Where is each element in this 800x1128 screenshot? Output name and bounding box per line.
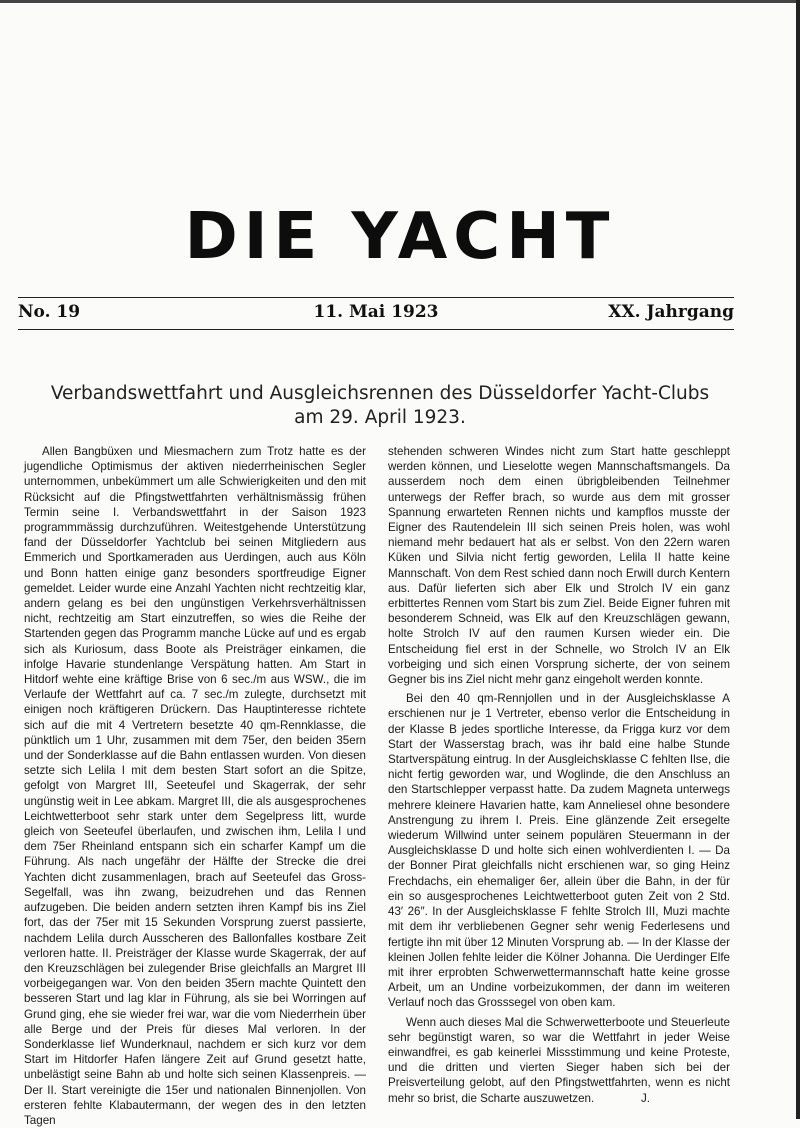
masthead-title: DIE YACHT xyxy=(184,200,616,274)
author-signature: J. xyxy=(640,1091,650,1105)
paragraph: Wenn auch dieses Mal die Schwerwetterboote und Steuerleute sehr begünstigt waren, so war die Wettfahrt in jeder Weise einwandfrei, es gab keinerlei Missstimmung und keine Proteste, und die dritten und vierten Sieger haben sich bei der Preisverteilung gelobt, auf den Pfingstwettfahrten, wenn es nicht mehr so brist, die Scharte auszuwetzen. xyxy=(388,1015,730,1105)
right-column xyxy=(388,444,730,1106)
issue-line xyxy=(18,302,734,326)
headline-line-2: am 29. April 1923. xyxy=(294,407,466,428)
issue-date: 11. Mai 1923 xyxy=(313,302,439,322)
issue-rule-top xyxy=(18,297,734,298)
left-column xyxy=(24,444,366,1128)
issue-volume: XX. Jahrgang xyxy=(608,302,734,322)
article-headline xyxy=(0,382,760,430)
paragraph: stehenden schweren Windes nicht zum Start hatte geschleppt werden können, und Lieselotte wegen Mannschaftsmangels. Da ausserdem noch dem einen übrigbleibenden Teilnehmer unterwegs der Reffer brach, so wurde aus dem mit grosser Spannung erwarteten Rennen nichts und kampflos musste der Eigner des Rautendelein III sich seinen Preis holen, was wohl niemand mehr bedauert hat als er selbst. Von den 22ern waren Küken und Silvia nicht fertig geworden, Lelila II hatte keine Mannschaft. Von dem Rest schied dann noch Erwill durch Kentern aus. Dafür lieferten sich aber Elk und Strolch IV ein ganz erbittertes Rennen vom Start bis zum Ziel. Beide Eigner fuhren mit besonderem Schneid, was Elk auf den Kreuzschlägen gewann, holte Strolch IV auf den raumen Kursen wieder ein. Die Entscheidung fiel erst in der Schnelle, wo Strolch IV an Elk vorbeiging und sich einen Vorsprung sicherte, der von seinem Gegner bis ins Ziel nicht mehr ganz eingeholt werden konnte. xyxy=(388,445,730,687)
paragraph: Bei den 40 qm-Rennjollen und in der Ausgleichsklasse A erschienen nur je 1 Vertreter, ebenso verlor die Entscheidung in der Klasse B jedes sportliche Interesse, da Frigga kurz vor dem Start der Wasserstag brach, was ihr bald eine halbe Stunde Startverspätung eintrug. In der Ausgleichsklasse C fehlten Ilse, die nicht fertig geworden war, und Woglinde, die den Anschluss an den Startschlepper verpasst hatte. Da zudem Magneta unterwegs mehrere kleinere Havarien hatte, kam Anneliesel ohne besondere Anstrengung zu ihrem I. Preis. Eine glänzende Zeit ersegelte wiederum Willwind unter seinem populären Steuermann in der Ausgleichsklasse D und holte sich einen wohlverdienten I. — Da der Bonner Pirat gleichfalls nicht erschienen war, so ging Heinz Frechdachs, ein ehemaliger 6er, allein über die Bahn, in der für ein so ausgesprochenes Leichtwetterboot guten Zeit von 2 Std. 43′ 26″. In der Ausgleichsklasse F fehlte Strolch III, Muzi machte mit dem ihr verbliebenen Gegner sehr wenig Federlesens und fertigte ihn mit über 12 Minuten Vorsprung ab. — In der Klasse der kleinen Jollen fehlte leider die Kölner Johanna. Die Uerdinger Elfe mit ihrer erprobten Schwerwettermannschaft hatte keine grosse Arbeit, um an Undine vorbeizukommen, der dann im weiteren Verlauf noch das Grosssegel von oben kam. xyxy=(388,692,730,1010)
paragraph: Allen Bangbüxen und Miesmachern zum Trotz hatte es der jugendliche Optimismus der aktiven niederrheinischen Segler unternommen, unbekümmert um alle Schwierigkeiten und den mit Rücksicht auf die Pfingstwettfahrten verhältnismässig frühen Termin seine I. Verbandswettfahrt in der Saison 1923 programmmässig durchzuführen. Weitestgehende Unterstützung fand der Düsseldorfer Yachtclub bei seinen Mitgliedern aus Emmerich und Sportkameraden aus Uerdingen, auch aus Köln und Bonn hatten einige ganz besonders sportfreudige Eigner gemeldet. Leider wurde eine Anzahl Yachten nicht rechtzeitig klar, andern gelang es bei den ungünstigen Verkehrsverhältnissen nicht, rechtzeitig am Start einzutreffen, so wies die Reihe der Startenden gegen das Programm manche Lücke auf und es ergab sich als Kuriosum, dass Boote als Preisträger einkamen, die infolge Havarie stundenlange Verspätung hatten. Am Start in Hitdorf wehte eine kräftige Brise von 6 sec./m aus WSW., die im Verlaufe der Wettfahrt auf ca. 7 sec./m zulegte, durchsetzt mit einigen noch kräftigeren Drückern. Das Hauptinteresse richtete sich auf die mit 4 Vertretern besetzte 40 qm-Rennklasse, die pünktlich um 1 Uhr, zusammen mit dem 75er, den beiden 35ern und der Sonderklasse auf die Bahn entlassen wurden. Von diesen setzte sich Lelila I mit dem besten Start sofort an die Spitze, gefolgt von Margret III, Seeteufel und Skagerrak, der sehr ungünstig weit in Lee abkam. Margret III, die als ausgesprochenes Leichtwetterboot sehr stark unter dem Segelpress litt, wurde gleich von Seeteufel überlaufen, und zwischen ihm, Lelila I und dem 75er Rheinland entspann sich ein scharfer Kampf um die Führung. Als nach ungefähr der Hälfte der Strecke die drei Yachten dicht zusammenlagen, brach auf Seeteufel das Gross-Segelfall, was ihn zwang, beizudrehen und das Rennen aufzugeben. Die beiden andern setzten ihren Kampf bis ins Ziel fort, das der 75er mit 15 Sekunden Vorsprung zuerst passierte, nachdem Lelila durch Ausscheren des Ballonfalles kostbare Zeit verloren hatte. II. Preisträger der Klasse wurde Skagerrak, der auf den Kreuzschlägen bei zulegender Brise gleichfalls an Margret III vorbeigegangen war. Von den beiden 35ern machte Quintett den besseren Start und lag klar in Führung, als sie bei Worringen auf Grund ging, ehe sie wieder frei war, war die vom Niederrhein über alle Berge und der Preis für dieses Mal verloren. In der Sonderklasse lief Wunderknaul, nachdem er sich kurz vor dem Start im Hitdorfer Hafen längere Zeit auf Grund gesetzt hatte, unbelästigt seine Bahn ab und holte sich seinen Klassenpreis. — Der II. Start vereinigte die 15er und nationalen Binnenjollen. Von ersteren fehlte Klabautermann, der wegen des in den letzten Tagen xyxy=(24,445,366,1127)
issue-number: No. 19 xyxy=(18,302,81,322)
page-top-edge xyxy=(0,0,800,3)
page-right-edge xyxy=(796,0,800,1119)
issue-rule-bottom xyxy=(18,329,734,330)
headline-line-1: Verbandswettfahrt und Ausgleichsrennen des Düsseldorfer Yacht-Clubs xyxy=(50,383,710,404)
